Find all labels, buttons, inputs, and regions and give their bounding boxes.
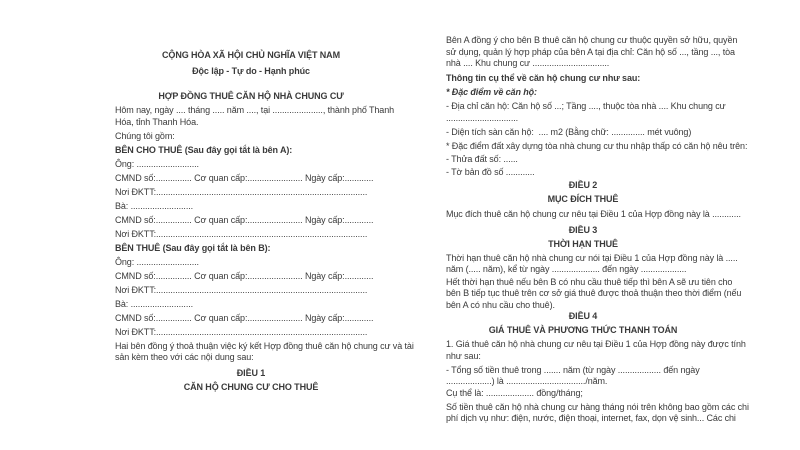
paragraph — [115, 299, 387, 311]
text-line: * Đặc điểm về căn hộ: — [446, 87, 537, 97]
left-column — [115, 50, 414, 393]
text-line: Hết thời hạn thuê nếu bên B có nhu cầu thuê tiếp thì bên A sẽ ưu tiên cho — [446, 276, 733, 287]
text-line: CMND số:............... Cơ quan cấp:....................... Ngày cấp:............ — [115, 172, 374, 183]
paragraph — [446, 209, 741, 221]
paragraph — [115, 229, 387, 241]
text-line: - Thửa đất số: ...... — [446, 153, 518, 164]
text-line: ĐIỀU 4 — [568, 311, 598, 321]
text-line: - Tổng số tiền thuê trong ....... năm (từ ngày .................. đến ngày — [446, 364, 700, 375]
text-line: CỘNG HÒA XÃ HỘI CHỦ NGHĨA VIỆT NAM — [162, 50, 340, 60]
paragraph — [446, 339, 746, 362]
text-line: bên A có nhu cầu cho thuê). — [446, 299, 555, 310]
text-line: Hôm nay, ngày .... tháng ..... năm ...., tại ....................., thành phố Thanh — [115, 105, 395, 115]
paragraph — [115, 340, 414, 364]
section-heading — [115, 243, 387, 255]
text-line: Thời hạn thuê căn hộ nhà chung cư nói tại Điều 1 của Hợp đồng này là ..... — [446, 252, 738, 263]
section-heading — [446, 325, 720, 337]
text-line: sử dụng, quản lý hợp pháp của bên A tại địa chỉ: Căn hộ số ..., tầng ..., tòa — [446, 46, 735, 57]
text-line: HỢP ĐỒNG THUÊ CĂN HỘ NHÀ CHUNG CƯ — [158, 91, 344, 101]
text-line: Cụ thể là: .................... đồng/tháng; — [446, 387, 583, 398]
text-line: Bà: .......................... — [115, 298, 194, 309]
paragraph — [446, 127, 720, 139]
text-line: CMND số:............... Cơ quan cấp:....................... Ngày cấp:............ — [115, 270, 374, 281]
text-line: - Diện tích sàn căn hộ: .... m2 (Bằng chữ: .............. mét vuông) — [446, 126, 692, 137]
text-line: 1. Giá thuê căn hộ nhà chung cư nêu tại Điều 1 của Hợp đồng này được tính — [446, 339, 746, 349]
section-heading — [446, 87, 720, 99]
text-line: Mục đích thuê căn hộ chung cư nêu tại Điều 1 của Hợp đồng này là ............ — [446, 209, 741, 219]
text-line: Hai bên đồng ý thoả thuận việc ký kết Hợp đồng thuê căn hộ chung cư và tài — [115, 340, 414, 351]
text-line: CMND số:............... Cơ quan cấp:....................... Ngày cấp:............ — [115, 312, 374, 323]
text-line: Nơi ĐKTT:........................................................................................ — [115, 186, 368, 197]
text-line: ĐIỀU 1 — [236, 367, 266, 378]
paragraph — [115, 131, 387, 143]
section-heading — [446, 239, 720, 251]
text-line: CĂN HỘ CHUNG CƯ CHO THUÊ — [183, 381, 319, 392]
section-heading — [115, 50, 387, 62]
section-heading — [115, 66, 387, 78]
paragraph — [446, 101, 726, 124]
text-line: Nơi ĐKTT:........................................................................................ — [115, 228, 368, 239]
paragraph — [115, 271, 387, 283]
section-heading — [115, 91, 387, 103]
text-line: như sau: — [446, 350, 481, 361]
text-line: BÊN CHO THUÊ (Sau đây gọi tắt là bên A): — [115, 144, 293, 155]
paragraph — [115, 215, 387, 227]
text-line: BÊN THUÊ (Sau đây gọi tắt là bên B): — [115, 242, 271, 253]
text-line: CMND số:............... Cơ quan cấp:....................... Ngày cấp:............ — [115, 214, 374, 225]
text-line: Ông: .......................... — [115, 158, 199, 169]
text-line: ...................) là ................................./năm. — [446, 376, 608, 386]
text-line: ĐIỀU 3 — [568, 224, 598, 235]
paragraph — [115, 105, 395, 128]
text-line: MỤC ĐÍCH THUÊ — [547, 193, 619, 204]
text-line: Số tiền thuê căn hộ nhà chung cư hàng tháng nói trên không bao gồm các chi — [446, 401, 749, 412]
text-line: THỜI HẠN THUÊ — [548, 238, 618, 249]
text-line: .............................. — [446, 112, 519, 123]
text-line: năm (..... năm), kể từ ngày .................... đến ngày ................... — [446, 264, 687, 274]
paragraph — [446, 388, 720, 400]
section-heading — [446, 180, 720, 192]
text-line: Hóa, tỉnh Thanh Hóa. — [115, 116, 199, 127]
text-line: sản kèm theo với các nội dung sau: — [115, 352, 254, 362]
paragraph — [115, 257, 387, 269]
text-line: ĐIỀU 2 — [568, 179, 598, 190]
paragraph — [115, 327, 387, 339]
text-line: nhà .... Khu chung cư ................................ — [446, 58, 610, 68]
text-line: phí dịch vụ như: điện, nước, điện thoại, internet, fax, dọn vệ sinh... Các chi — [446, 413, 736, 423]
text-line: Ông: .......................... — [115, 256, 199, 267]
text-line: Bên A đồng ý cho bên B thuê căn hộ chung cư thuộc quyền sở hữu, quyền — [446, 35, 738, 45]
text-line: - Tờ bản đồ số ............ — [446, 166, 535, 177]
paragraph — [446, 140, 748, 153]
section-heading — [115, 382, 387, 394]
section-heading — [446, 194, 720, 206]
text-line: - Địa chỉ căn hộ: Căn hộ số ...; Tầng ...., thuộc tòa nhà .... Khu chung cư — [446, 101, 726, 111]
right-column — [446, 35, 749, 425]
text-line: Nơi ĐKTT:........................................................................................ — [115, 284, 368, 295]
paragraph — [115, 201, 387, 213]
section-heading — [446, 73, 720, 85]
text-line: Chúng tôi gồm: — [115, 130, 175, 141]
paragraph — [446, 252, 738, 276]
paragraph — [115, 173, 387, 185]
section-heading — [115, 368, 387, 380]
paragraph — [446, 276, 742, 312]
paragraph — [446, 167, 720, 179]
text-line: Thông tin cụ thể về căn hộ chung cư như sau: — [446, 72, 641, 83]
paragraph — [446, 365, 720, 388]
text-line: * Đặc điểm đất xây dựng tòa nhà chung cư thu nhập thấp có căn hộ nêu trên: — [446, 140, 748, 151]
paragraph — [115, 313, 387, 325]
text-line: GIÁ THUÊ VÀ PHƯƠNG THỨC THANH TOÁN — [488, 325, 678, 335]
paragraph — [115, 159, 387, 171]
text-line: bên B tiếp tục thuê trên cơ sở giá thuê được thoả thuận theo thời điểm (nếu — [446, 288, 742, 298]
section-heading — [446, 311, 720, 323]
section-heading — [115, 145, 387, 157]
paragraph — [446, 35, 738, 70]
paragraph — [115, 285, 387, 297]
paragraph — [115, 187, 387, 199]
text-line: Độc lập - Tự do - Hạnh phúc — [192, 65, 310, 76]
text-line: Nơi ĐKTT:........................................................................................ — [115, 326, 368, 337]
section-heading — [446, 225, 720, 237]
paragraph — [446, 401, 749, 425]
paragraph — [446, 154, 720, 166]
text-line: Bà: .......................... — [115, 200, 194, 211]
